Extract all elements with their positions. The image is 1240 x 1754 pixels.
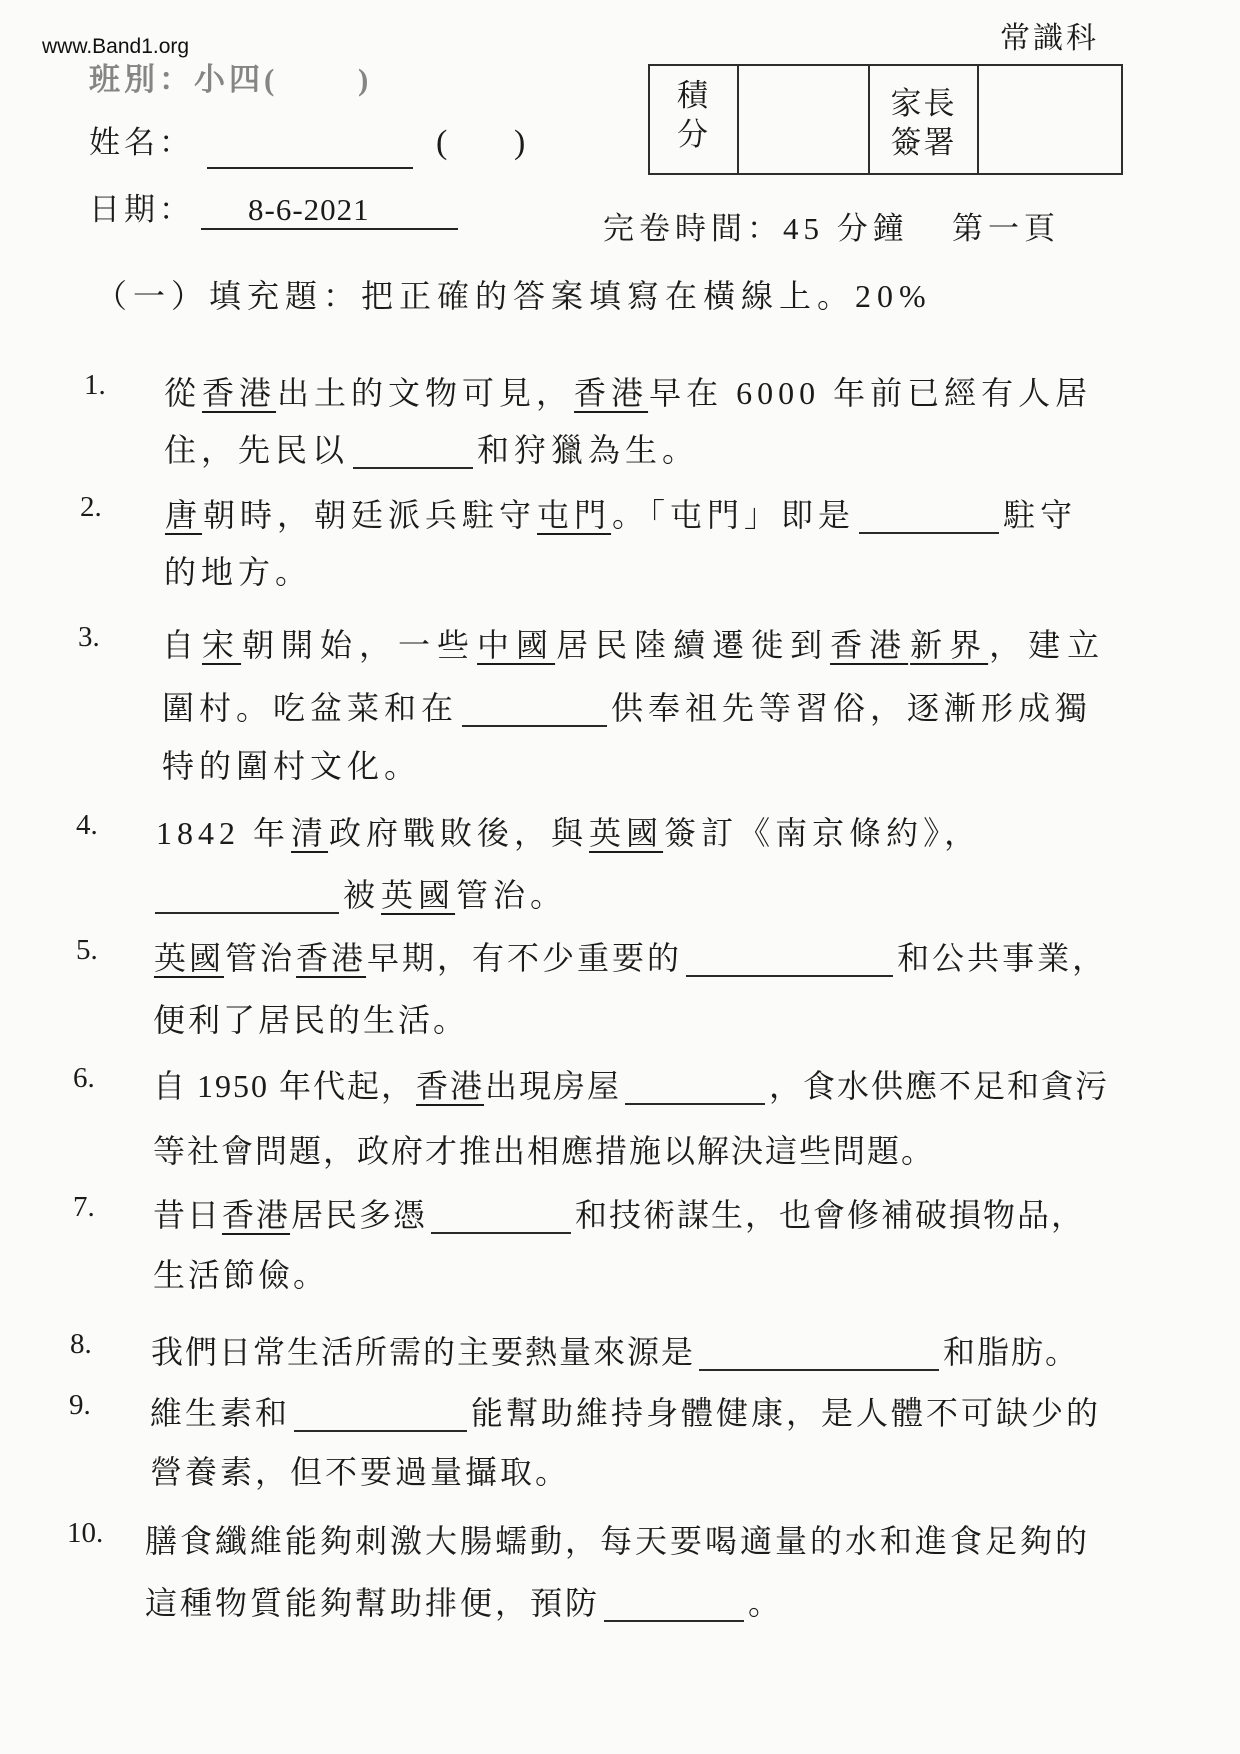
text-segment: 和狩獵為生。: [477, 432, 700, 468]
text-segment: 和脂肪。: [943, 1334, 1080, 1370]
text-segment: 自 1950 年代起，: [153, 1068, 416, 1104]
name-underline: [207, 167, 413, 169]
question-4-line-1: [156, 811, 981, 855]
name-paren-close: ): [514, 124, 526, 161]
name-paren-open: (: [436, 124, 448, 161]
text-segment: 。「屯門」即是: [612, 497, 856, 533]
text-segment: ，建立: [989, 627, 1107, 663]
watermark-text: www.Band1.org: [42, 35, 190, 58]
proper-noun-underlined: 香港: [416, 1068, 485, 1104]
text-segment: 等社會問題，政府才推出相應措施以解決這些問題。: [153, 1133, 936, 1169]
text-segment: 能幫助維持身體健康，是人體不可缺少的: [471, 1395, 1102, 1431]
text-segment: 管治。: [456, 877, 568, 913]
text-segment: 政府戰敗後，與: [329, 815, 589, 851]
proper-noun-underlined: 香港: [574, 375, 649, 411]
date-underline: [201, 228, 458, 230]
text-segment: 駐守: [1003, 497, 1078, 533]
question-7-line-1: [153, 1193, 1085, 1237]
page-number: 第一頁: [952, 211, 1060, 246]
question-4-number: 4.: [76, 809, 98, 841]
proper-noun-underlined: 屯門: [537, 497, 612, 533]
text-segment: 早在 6000 年前已經有人居: [649, 375, 1093, 411]
time-info: 完卷時間：45 分鐘: [603, 211, 909, 246]
text-segment: 維生素和: [150, 1395, 291, 1431]
score-label-char-1: 積: [677, 78, 710, 113]
text-segment: 圍村。吃盆菜和在: [162, 690, 459, 726]
parent-label-line-2: 簽署: [890, 125, 957, 160]
parent-label-line-1: 家長: [890, 86, 957, 121]
text-segment: 昔日: [153, 1197, 222, 1233]
answer-blank: [431, 1204, 571, 1234]
class-close-paren: ): [358, 62, 373, 97]
question-6-number: 6.: [73, 1062, 95, 1094]
text-segment: 我們日常生活所需的主要熱量來源是: [151, 1334, 696, 1370]
proper-noun-underlined: 英國: [589, 815, 664, 851]
text-segment: 膳食纖維能夠刺激大腸蠕動，每天要喝適量的水和進食足夠的: [145, 1523, 1091, 1559]
question-8-number: 8.: [70, 1328, 92, 1360]
proper-noun-underlined: 香港: [222, 1197, 291, 1233]
answer-blank: [604, 1592, 744, 1622]
question-1-line-1: [164, 371, 1092, 415]
answer-blank: [155, 884, 339, 914]
proper-noun-underlined: 香港: [202, 375, 277, 411]
question-2-line-2: [164, 550, 312, 594]
score-label-cell: [650, 66, 737, 173]
text-segment: 和技術謀生，也會修補破損物品，: [575, 1197, 1086, 1233]
question-5-line-1: [153, 936, 1107, 980]
proper-noun-underlined: 香港: [830, 627, 909, 663]
question-3-line-1: [162, 623, 1106, 667]
question-3-number: 3.: [78, 621, 100, 653]
question-4-line-2: [151, 873, 567, 917]
text-segment: 生活節儉。: [153, 1257, 329, 1293]
question-9-line-2: [150, 1450, 570, 1494]
question-3-line-2: [162, 686, 1092, 730]
question-6-line-2: [153, 1129, 935, 1173]
answer-blank: [353, 439, 473, 469]
question-2-line-1: [164, 493, 1077, 537]
text-segment: ，食水供應不足和貪污: [769, 1068, 1110, 1104]
question-1-line-2: [164, 428, 699, 472]
question-9-number: 9.: [69, 1389, 91, 1421]
subject-title: 常識科: [1000, 22, 1099, 55]
question-2-number: 2.: [80, 491, 102, 523]
answer-blank: [699, 1341, 939, 1371]
text-segment: 這種物質能夠幫助排便，預防: [145, 1585, 601, 1621]
question-7-line-2: [153, 1253, 328, 1297]
text-segment: 特的圍村文化。: [162, 748, 422, 784]
score-label-char-2: 分: [677, 117, 710, 152]
text-segment: 居民多憑: [291, 1197, 428, 1233]
parent-label-cell: [868, 66, 977, 173]
proper-noun-underlined: 中國: [477, 627, 556, 663]
text-segment: 。: [748, 1585, 784, 1621]
text-segment: 自: [162, 627, 202, 663]
text-segment: 早期，有不少重要的: [367, 940, 683, 976]
text-segment: 營養素，但不要過量攝取。: [150, 1454, 571, 1490]
text-segment: 朝開始，一些: [242, 627, 477, 663]
section-title: （一）填充題：把正確的答案填寫在橫線上。20%: [95, 278, 932, 314]
text-segment: 朝時，朝廷派兵駐守: [203, 497, 537, 533]
proper-noun-underlined: 唐: [165, 497, 203, 533]
proper-noun-underlined: 新界: [910, 627, 989, 663]
text-segment: 被: [343, 877, 381, 913]
answer-blank: [859, 504, 999, 534]
parent-signature-cell: [977, 66, 1121, 173]
date-value: 8-6-2021: [248, 192, 370, 227]
text-segment: 供奉祖先等習俗，逐漸形成獨: [611, 690, 1093, 726]
text-segment: 簽訂《南京條約》，: [664, 815, 982, 851]
answer-blank: [686, 947, 893, 977]
answer-blank: [625, 1075, 765, 1105]
text-segment: 便利了居民的生活。: [153, 1002, 469, 1038]
question-9-line-1: [150, 1391, 1101, 1435]
text-segment: 和公共事業，: [897, 940, 1108, 976]
question-8-line-1: [151, 1330, 1079, 1374]
text-segment: 住，先民以: [164, 432, 350, 468]
text-segment: 管治: [225, 940, 296, 976]
text-segment: 從: [164, 375, 202, 411]
question-10-line-2: [145, 1581, 783, 1625]
question-1-number: 1.: [84, 369, 106, 401]
proper-noun-underlined: 英國: [381, 877, 456, 913]
text-segment: 1842 年: [156, 815, 291, 851]
question-10-number: 10.: [67, 1517, 104, 1549]
class-label: 班別：小四(: [89, 62, 279, 97]
name-label: 姓名：: [89, 125, 194, 160]
question-5-line-2: [153, 998, 468, 1042]
proper-noun-underlined: 英國: [154, 940, 225, 976]
question-3-line-3: [162, 744, 421, 788]
question-10-line-1: [145, 1519, 1090, 1563]
answer-blank: [294, 1402, 467, 1432]
proper-noun-underlined: 香港: [296, 940, 367, 976]
score-box: [648, 64, 1123, 175]
proper-noun-underlined: 清: [291, 815, 329, 851]
text-segment: 的地方。: [164, 554, 313, 590]
question-7-number: 7.: [73, 1191, 95, 1223]
date-label: 日期：: [89, 192, 194, 227]
question-5-number: 5.: [76, 934, 98, 966]
score-value-cell: [737, 66, 868, 173]
text-segment: 出現房屋: [485, 1068, 622, 1104]
question-6-line-1: [153, 1064, 1109, 1108]
answer-blank: [462, 697, 607, 727]
text-segment: 居民陸續遷徙到: [556, 627, 830, 663]
proper-noun-underlined: 宋: [202, 627, 242, 663]
text-segment: 出土的文物可見，: [277, 375, 574, 411]
